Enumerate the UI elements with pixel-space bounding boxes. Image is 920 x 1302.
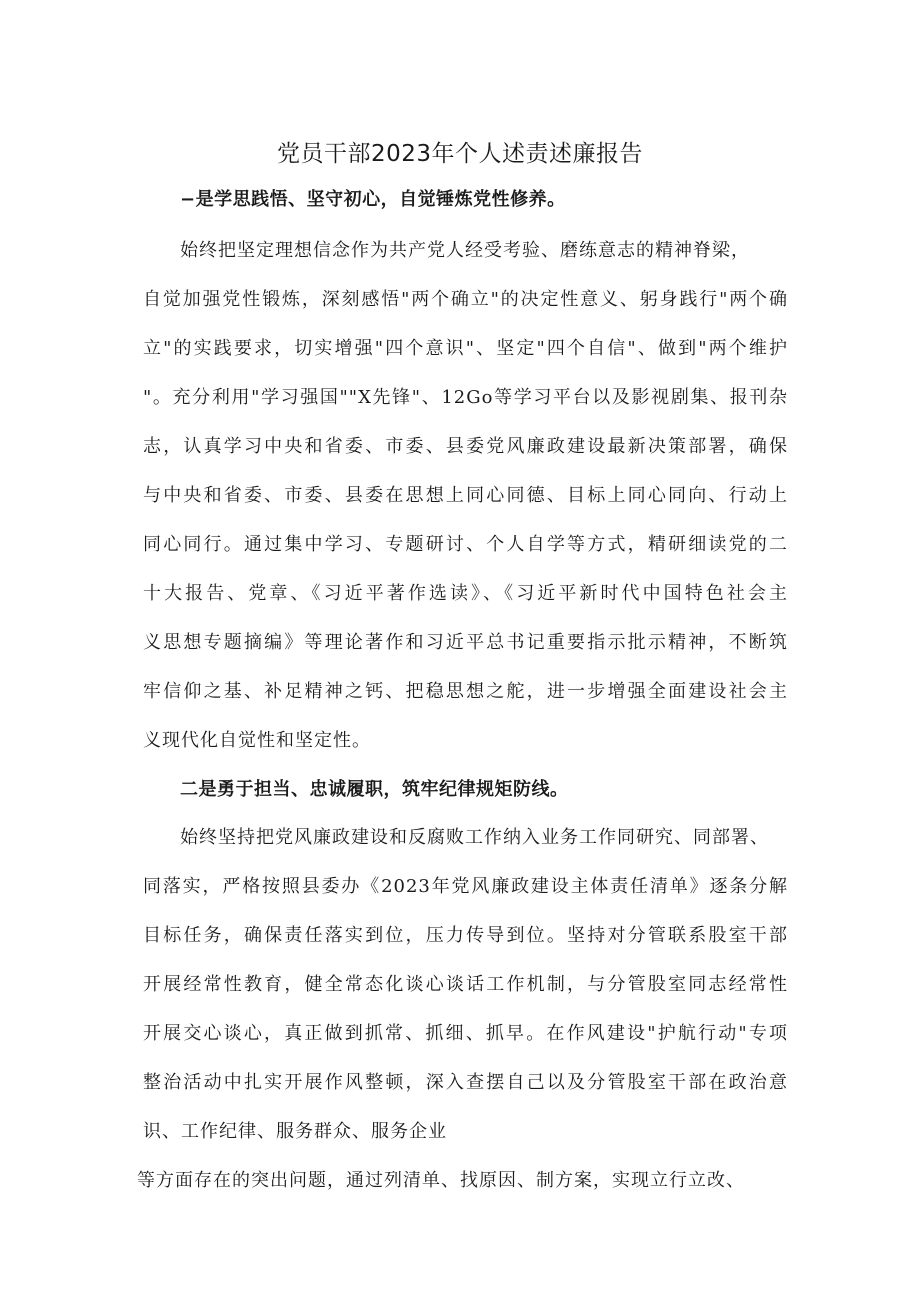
paragraph-line: 开展经常性教育，健全常态化谈心谈话工作机制，与分管股室同志经常性 [143, 974, 788, 995]
paragraph-line: 义思想专题摘编》等理论著作和习近平总书记重要指示批示精神，不断筑 [143, 632, 788, 653]
paragraph-line: 同心同行。通过集中学习、专题研讨、个人自学等方式，精研细读党的二 [143, 534, 788, 555]
paragraph-line: 立"的实践要求，切实增强"四个意识"、坚定"四个自信"、做到"两个维护 [143, 338, 788, 359]
paragraph-line: 始终把坚定理想信念作为共产党人经受考验、磨练意志的精神脊梁， [180, 240, 750, 261]
paragraph-line: 义现代化自觉性和坚定性。 [143, 730, 371, 751]
paragraph-line: 始终坚持把党风廉政建设和反腐败工作纳入业务工作同研究、同部署、 [180, 827, 769, 848]
paragraph-line: 开展交心谈心，真正做到抓常、抓细、抓早。在作风建设"护航行动"专项 [143, 1023, 788, 1044]
paragraph-line: 整治活动中扎实开展作风整顿，深入查摆自己以及分管股室干部在政治意 [143, 1072, 788, 1093]
section-1-heading: −是学思践悟、坚守初心，自觉锤炼党性修养。 [180, 189, 566, 210]
paragraph-line: 志，认真学习中央和省委、市委、县委党风廉政建设最新决策部署，确保 [143, 436, 788, 457]
document-title: 党员干部2023年个人述责述廉报告 [276, 141, 644, 167]
paragraph-line: 牢信仰之基、补足精神之钙、把稳思想之舵，进一步增强全面建设社会主 [143, 681, 788, 702]
paragraph-line: 目标任务，确保责任落实到位，压力传导到位。坚持对分管联系股室干部 [143, 925, 788, 946]
paragraph-line: 与中央和省委、市委、县委在思想上同心同德、目标上同心同向、行动上 [143, 485, 788, 506]
section-2-heading: 二是勇于担当、忠诚履职，筑牢纪律规矩防线。 [180, 779, 569, 800]
paragraph-line: 十大报告、党章、《习近平著作选读》、《习近平新时代中国特色社会主 [143, 583, 788, 604]
paragraph-line: 识、工作纪律、服务群众、服务企业 [143, 1121, 447, 1142]
paragraph-line: "。充分利用"学习强国""X先锋"、12Go等学习平台以及影视剧集、报刊杂 [143, 387, 788, 408]
paragraph-line: 自觉加强党性锻炼，深刻感悟"两个确立"的决定性意义、躬身践行"两个确 [143, 289, 788, 310]
paragraph-line: 同落实，严格按照县委办《2023年党风廉政建设主体责任清单》逐条分解 [143, 876, 788, 897]
paragraph-line: 等方面存在的突出问题，通过列清单、找原因、制方案，实现立行立改、 [137, 1170, 745, 1191]
